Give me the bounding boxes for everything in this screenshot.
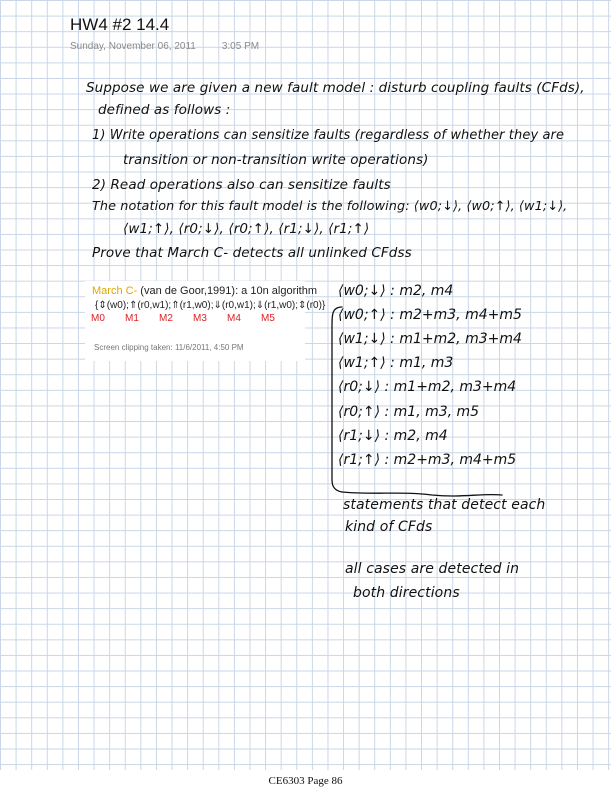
result-row: ⟨r0;↑⟩ : m1, m3, m5	[338, 404, 480, 420]
note-line-2: defined as follows :	[98, 102, 231, 118]
conclusion-line-3: all cases are detected in	[345, 561, 520, 577]
result-row: ⟨r0;↓⟩ : m1+m2, m3+m4	[338, 379, 517, 395]
result-row: ⟨r1;↑⟩ : m2+m3, m4+m5	[338, 452, 517, 468]
page-date: Sunday, November 06, 2011	[70, 41, 196, 52]
march-element-label: M3	[193, 313, 207, 324]
march-element-label: M4	[227, 313, 241, 324]
result-row: ⟨r1;↓⟩ : m2, m4	[338, 428, 448, 444]
screen-clipping	[85, 281, 326, 361]
result-row: ⟨w1;↑⟩ : m1, m3	[338, 355, 454, 371]
note-line-3: 1) Write operations can sensitize faults (regardless of whether they are	[92, 128, 565, 143]
march-element-label: M5	[261, 313, 275, 324]
clipping-title-rest: (van de Goor,1991): a 10n algorithm	[137, 285, 318, 297]
bracket-icon	[312, 305, 512, 515]
note-line-5: 2) Read operations also can sensitize faults	[92, 177, 391, 193]
note-line-7: ⟨w1;↑⟩, ⟨r0;↓⟩, ⟨r0;↑⟩, ⟨r1;↓⟩, ⟨r1;↑⟩	[123, 221, 370, 237]
clipping-title	[92, 285, 317, 297]
conclusion-line-4: both directions	[353, 585, 460, 601]
march-algorithm: {⇕(w0);⇑(r0,w1);⇑(r1,w0);⇓(r0,w1);⇓(r1,w0);⇕(r0)}	[95, 300, 326, 311]
march-element-labels	[91, 313, 295, 324]
note-line-6: The notation for this fault model is the following: ⟨w0;↓⟩, ⟨w0;↑⟩, ⟨w1;↓⟩,	[92, 199, 568, 214]
result-row: ⟨w0;↑⟩ : m2+m3, m4+m5	[338, 307, 522, 323]
conclusion-line-1: statements that detect each	[343, 497, 546, 513]
page-footer: CE6303 Page 86	[268, 775, 343, 787]
result-row: ⟨w1;↓⟩ : m1+m2, m3+m4	[338, 331, 522, 347]
march-element-label: M0	[91, 313, 105, 324]
page-timestamp	[70, 41, 259, 52]
march-c-label: March C-	[92, 285, 138, 297]
march-element-label: M1	[125, 313, 139, 324]
result-row: ⟨w0;↓⟩ : m2, m4	[338, 283, 454, 299]
note-line-8: Prove that March C- detects all unlinked CFdss	[92, 245, 412, 261]
clipping-note: Screen clipping taken: 11/6/2011, 4:50 PM	[94, 343, 244, 352]
note-line-4: transition or non-transition write operations)	[123, 152, 429, 168]
note-line-1: Suppose we are given a new fault model : disturb coupling faults (CFds),	[86, 80, 585, 96]
march-element-label: M2	[159, 313, 173, 324]
conclusion-line-2: kind of CFds	[345, 519, 433, 535]
page-title: HW4 #2 14.4	[70, 15, 170, 34]
page-time: 3:05 PM	[221, 41, 260, 52]
